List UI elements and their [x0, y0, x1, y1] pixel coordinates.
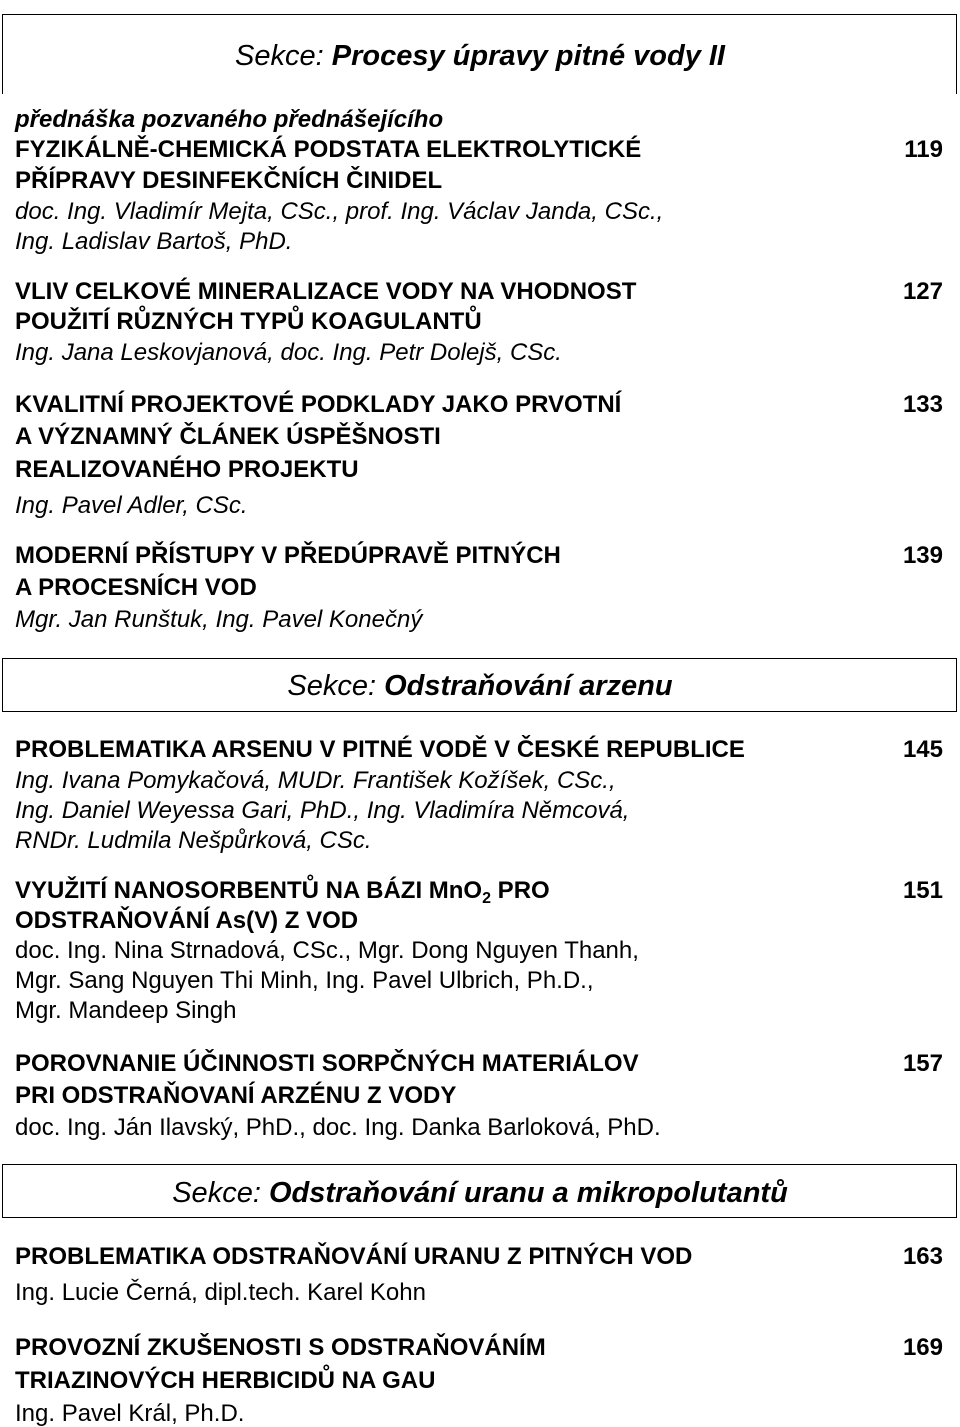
section-title-2: [0, 670, 960, 703]
section-name: Odstraňování arzenu: [384, 670, 673, 702]
entry-title: ODSTRAŇOVÁNÍ As(V) Z VOD: [15, 907, 359, 934]
entry-title: PRI ODSTRAŇOVANÍ ARZÉNU Z VODY: [15, 1082, 457, 1109]
section-title-3: [0, 1177, 960, 1210]
entry-page: 119: [904, 136, 943, 163]
invited-lecture-note: přednáška pozvaného přednášejícího: [15, 106, 444, 133]
entry-page: 133: [902, 391, 943, 418]
section-label: Sekce:: [172, 1177, 261, 1209]
entry-title-text: PRO: [491, 877, 550, 904]
entry-title-subscript: 2: [482, 890, 492, 907]
entry-page: 145: [902, 736, 943, 763]
entry-title: POROVNANIE ÚČINNOSTI SORPČNÝCH MATERIÁLOV: [15, 1050, 639, 1077]
entry-authors: Mgr. Sang Nguyen Thi Minh, Ing. Pavel Ulbrich, Ph.D.,: [15, 967, 594, 994]
section-label: Sekce:: [235, 40, 324, 72]
entry-title: PROVOZNÍ ZKUŠENOSTI S ODSTRAŇOVÁNÍM: [15, 1334, 546, 1361]
entry-authors: Ing. Pavel Král, Ph.D.: [15, 1400, 245, 1427]
entry-page: 169: [902, 1334, 943, 1361]
entry-title: REALIZOVANÉHO PROJEKTU: [15, 456, 359, 483]
section-name: Procesy úpravy pitné vody II: [331, 40, 725, 72]
entry-page: 157: [902, 1050, 943, 1077]
entry-page: 139: [902, 542, 943, 569]
entry-title: TRIAZINOVÝCH HERBICIDŮ NA GAU: [15, 1367, 436, 1394]
entry-title: FYZIKÁLNĚ-CHEMICKÁ PODSTATA ELEKTROLYTICKÉ: [15, 136, 642, 163]
entry-authors: doc. Ing. Ján Ilavský, PhD., doc. Ing. Danka Barloková, PhD.: [15, 1114, 661, 1141]
entry-title: PROBLEMATIKA ARSENU V PITNÉ VODĚ V ČESKÉ REPUBLICE: [15, 736, 745, 763]
entry-title: MODERNÍ PŘÍSTUPY V PŘEDÚPRAVĚ PITNÝCH: [15, 542, 561, 569]
entry-page: 163: [902, 1243, 943, 1270]
entry-authors: Ing. Ladislav Bartoš, PhD.: [15, 228, 293, 255]
entry-page: 127: [902, 278, 943, 305]
entry-title: [15, 877, 550, 907]
entry-authors: Mgr. Jan Runštuk, Ing. Pavel Konečný: [15, 606, 423, 633]
entry-title: KVALITNÍ PROJEKTOVÉ PODKLADY JAKO PRVOTNÍ: [15, 391, 622, 418]
entry-authors: doc. Ing. Vladimír Mejta, CSc., prof. Ing. Václav Janda, CSc.,: [15, 198, 664, 225]
entry-title: PŘÍPRAVY DESINFEKČNÍCH ČINIDEL: [15, 167, 443, 194]
entry-title: POUŽITÍ RŮZNÝCH TYPŮ KOAGULANTŮ: [15, 308, 482, 335]
entry-authors: Ing. Jana Leskovjanová, doc. Ing. Petr Dolejš, CSc.: [15, 339, 562, 366]
entry-authors: Ing. Daniel Weyessa Gari, PhD., Ing. Vladimíra Němcová,: [15, 797, 630, 824]
entry-page: 151: [902, 877, 943, 904]
entry-title-text: VYUŽITÍ NANOSORBENTŮ NA BÁZI MnO: [15, 877, 483, 904]
entry-title: A VÝZNAMNÝ ČLÁNEK ÚSPĚŠNOSTI: [15, 423, 441, 450]
section-label: Sekce:: [287, 670, 377, 702]
entry-title: PROBLEMATIKA ODSTRAŇOVÁNÍ URANU Z PITNÝCH VOD: [15, 1243, 693, 1270]
entry-authors: Ing. Lucie Černá, dipl.tech. Karel Kohn: [15, 1279, 426, 1306]
entry-authors: RNDr. Ludmila Nešpůrková, CSc.: [15, 827, 372, 854]
entry-authors: doc. Ing. Nina Strnadová, CSc., Mgr. Dong Nguyen Thanh,: [15, 937, 639, 964]
entry-authors: Mgr. Mandeep Singh: [15, 997, 237, 1024]
section-name: Odstraňování uranu a mikropolutantů: [268, 1177, 788, 1209]
section-title-1: [0, 40, 960, 73]
entry-title: A PROCESNÍCH VOD: [15, 574, 257, 601]
entry-authors: Ing. Pavel Adler, CSc.: [15, 492, 248, 519]
entry-title: VLIV CELKOVÉ MINERALIZACE VODY NA VHODNOST: [15, 278, 637, 305]
entry-authors: Ing. Ivana Pomykačová, MUDr. František Kožíšek, CSc.,: [15, 767, 616, 794]
